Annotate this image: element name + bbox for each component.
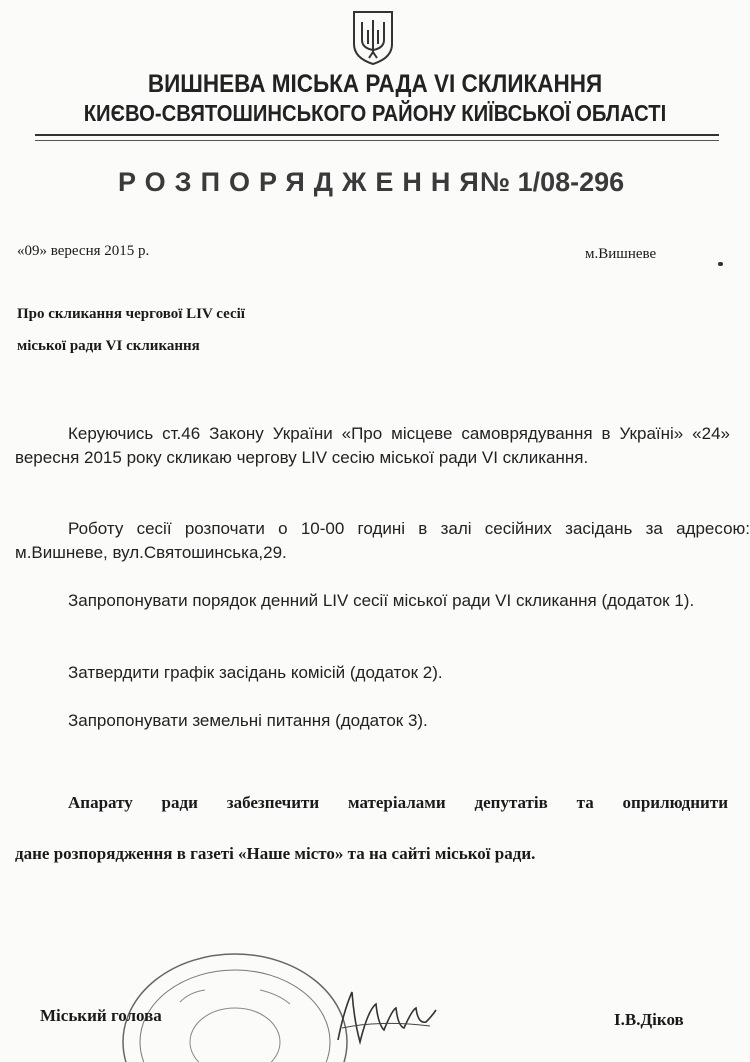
signatory-role: Міський голова <box>40 1006 162 1025</box>
document-date: «09» вересня 2015 р. <box>17 243 150 259</box>
document-title: РОЗПОРЯДЖЕННЯ <box>118 167 488 197</box>
scan-speck <box>718 262 723 266</box>
header-divider <box>35 134 719 136</box>
document-place: м.Вишневе <box>585 246 657 262</box>
council-name-line-1: ВИШНЕВА МІСЬКА РАДА VI СКЛИКАННЯ <box>147 70 603 98</box>
subject-line-1: Про скликання чергової LIV сесії <box>17 306 245 322</box>
official-stamp <box>110 932 350 1062</box>
subject-line-2: міської ради VI скликання <box>17 338 200 354</box>
council-name-line-2: КИЄВО-СВЯТОШИНСЬКОГО РАЙОНУ КИЇВСЬКОЇ ОБЛАСТІ <box>83 100 667 126</box>
header-divider-thin <box>35 140 719 141</box>
body-paragraph: Запропонувати земельні питання (додаток 3). <box>68 711 428 730</box>
body-paragraph: Керуючись ст.46 Закону України «Про місцеве самоврядування в Україні» «24» вересня 2015 року скликаю чергову LIV сесію міської ради VI скликання. <box>15 424 730 467</box>
body-paragraph: Запропонувати порядок денний LIV сесії міської ради VI скликання (додаток 1). <box>68 591 695 610</box>
body-paragraph: Роботу сесії розпочати о 10-00 годині в залі сесійних засідань за адресою: м.Вишневе, вул.Святошинська,29. <box>15 519 750 562</box>
handwritten-signature <box>330 980 440 1050</box>
document-number: № 1/08-296 <box>480 167 625 197</box>
final-instruction-line-2: дане розпорядження в газеті «Наше місто» та на сайті міської ради. <box>15 844 536 863</box>
final-instruction-line-1: Апарату ради забезпечити матеріалами депутатів та оприлюднити <box>68 793 728 812</box>
trident-emblem-icon <box>348 8 398 66</box>
body-paragraph: Затвердити графік засідань комісій (додаток 2). <box>68 663 443 682</box>
signatory-name: І.В.Діков <box>614 1010 684 1029</box>
